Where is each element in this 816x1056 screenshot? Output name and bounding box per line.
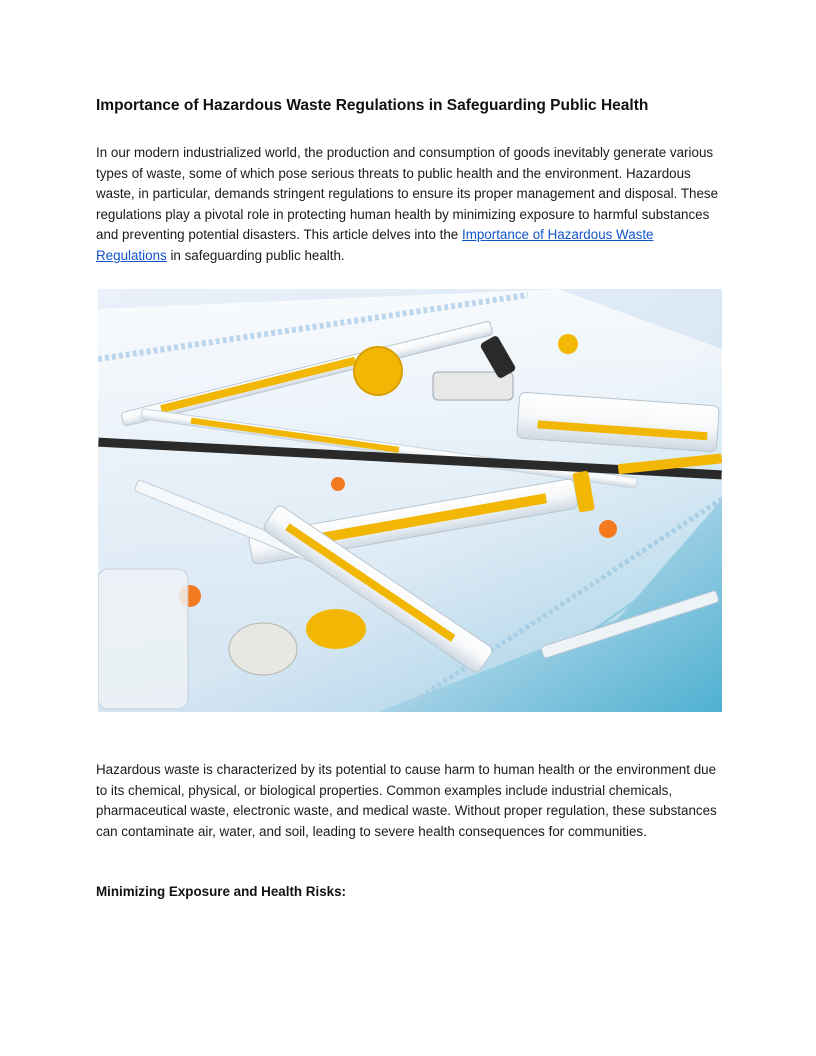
article-title: Importance of Hazardous Waste Regulations in Safeguarding Public Health [96,97,649,114]
intro-text-end: in safeguarding public health. [166,247,345,263]
hazardous-waste-regulations-link[interactable]: Importance of Hazardous Waste Regulations [96,227,654,263]
syringes-photo [98,289,722,712]
intro-paragraph [96,143,722,267]
section-heading: Minimizing Exposure and Health Risks: [96,884,347,899]
hazardous-waste-definition-paragraph: Hazardous waste is characterized by its potential to cause harm to human health or the environment due to its chemical, physical, or biological properties. Common examples include industrial chemicals, pharmaceutical waste, electronic waste, and medical waste. Without proper regulation, these substances can contaminate air, water, and soil, leading to severe health consequences for communities. [96,762,717,839]
intro-text: In our modern industrialized world, the production and consumption of goods inevitably generate various types of waste, some of which pose serious threats to public health and the environment. Hazardous waste, in particular, demands stringent regulations to ensure its proper management and disposal. These regulations play a pivotal role in protecting human health by minimizing exposure to harmful substances and preventing potential disasters. This article delves into the [96,145,719,243]
